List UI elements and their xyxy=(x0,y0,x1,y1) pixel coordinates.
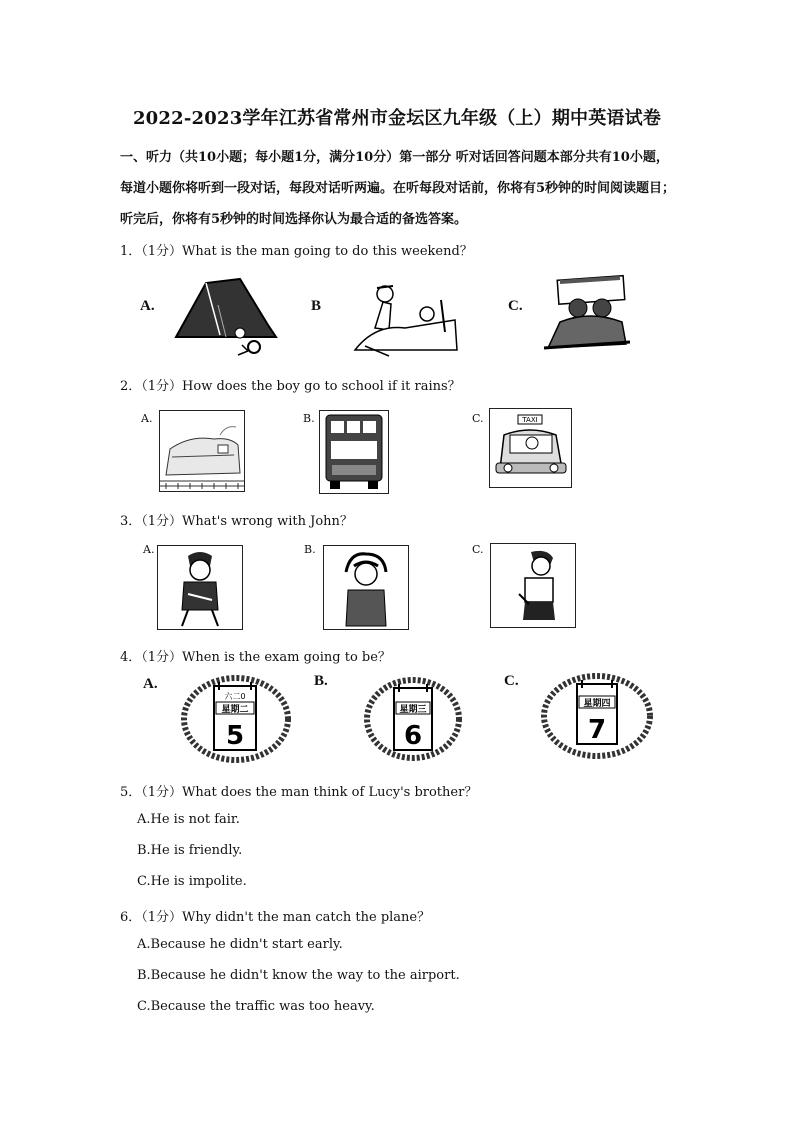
question-3-stem: 3．（1分）What's wrong with John？ xyxy=(120,514,353,529)
calendar-7-day: 7 xyxy=(587,715,607,745)
calendar-7-weekday: 星期四 xyxy=(583,699,611,709)
q4-label-a: A. xyxy=(143,676,158,692)
page-title: 2022-2023学年江苏省常州市金坛区九年级（上）期中英语试卷 xyxy=(132,108,662,129)
calendar-6-day: 6 xyxy=(403,721,423,751)
section-heading: 一、听力（共10小题；每小题1分，满分10分）第一部分 听对话回答问题本部分共有10小题，每道小题你将听到一段对话，每段对话听两遍。在听每段对话前，你将有5秒钟的时间阅读题目；听完后，你将有5秒钟的时间选择你认为最合适的备选答案。 xyxy=(120,150,676,227)
calendar-7-icon[interactable] xyxy=(541,672,653,760)
question-1-stem: 1．（1分）What is the man going to do this weekend？ xyxy=(120,244,473,259)
q5-option-c[interactable]: C.He is impolite. xyxy=(137,874,247,889)
q5-option-b[interactable]: B.He is friendly. xyxy=(137,843,243,858)
question-6-stem: 6．（1分）Why didn't the man catch the plane？ xyxy=(120,910,431,925)
question-2-stem: 2．（1分）How does the boy go to school if it rains？ xyxy=(120,379,461,394)
train-icon[interactable] xyxy=(159,410,245,492)
q6-option-b[interactable]: B.Because he didn't know the way to the airport. xyxy=(137,968,460,983)
backache-icon[interactable] xyxy=(490,543,576,628)
q1-label-a: A. xyxy=(140,298,155,314)
calendar-5-weekday: 星期二 xyxy=(221,705,249,715)
stomachache-icon[interactable] xyxy=(157,545,243,630)
q4-label-c: C. xyxy=(504,673,519,689)
question-4-stem: 4．（1分）When is the exam going to be？ xyxy=(120,650,391,665)
q1-label-c: C. xyxy=(508,298,523,314)
calendar-5-icon[interactable] xyxy=(181,674,291,764)
camping-tent-icon[interactable] xyxy=(168,275,283,360)
q3-label-c: C. xyxy=(472,543,484,556)
q4-label-b: B. xyxy=(314,673,328,689)
q2-label-c: C. xyxy=(472,412,484,425)
couple-picnic-icon[interactable] xyxy=(540,272,632,352)
q5-option-a[interactable]: A.He is not fair. xyxy=(137,812,240,827)
q3-label-b: B. xyxy=(304,543,316,556)
calendar-5-top: 六二0 xyxy=(224,692,246,701)
q6-option-a[interactable]: A.Because he didn't start early. xyxy=(137,937,343,952)
bus-icon[interactable] xyxy=(319,410,389,494)
headache-icon[interactable] xyxy=(323,545,409,630)
calendar-6-icon[interactable] xyxy=(364,676,462,762)
q1-label-b: B xyxy=(311,298,322,314)
q2-label-b: B. xyxy=(303,412,315,425)
q2-label-a: A. xyxy=(141,412,153,425)
calendar-6-weekday: 星期三 xyxy=(399,705,427,715)
q6-option-c[interactable]: C.Because the traffic was too heavy. xyxy=(137,999,375,1014)
taxi-sign: TAXI xyxy=(522,416,538,424)
question-5-stem: 5．（1分）What does the man think of Lucy's brother？ xyxy=(120,785,478,800)
taxi-icon[interactable] xyxy=(489,408,572,488)
calendar-5-day: 5 xyxy=(225,721,245,751)
nurse-patient-icon[interactable] xyxy=(345,280,460,360)
q3-label-a: A. xyxy=(143,543,155,556)
